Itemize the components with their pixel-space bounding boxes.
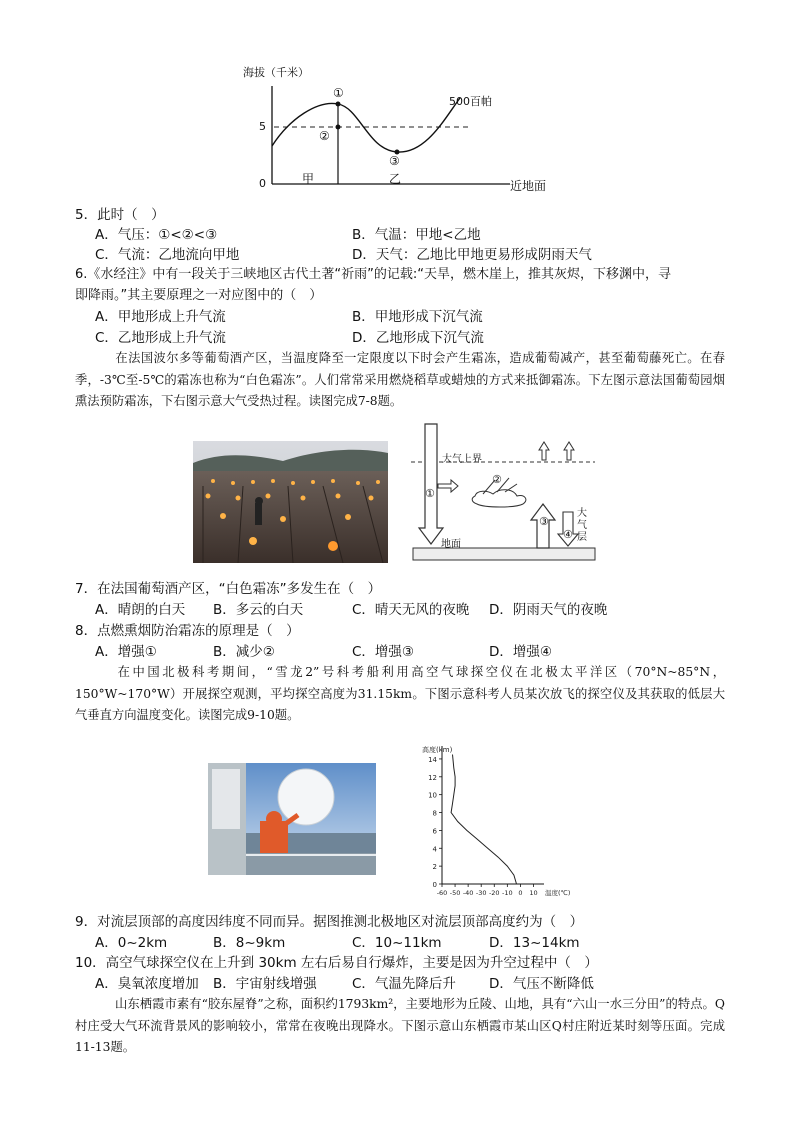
y-tick-label: 4 — [432, 845, 437, 854]
isobar-tick-5: 5 — [259, 120, 266, 133]
q5-stem: 5．此时（ ） — [75, 207, 165, 223]
reading-passage-11-13 — [75, 994, 725, 1059]
arrow-2-label: ② — [492, 473, 502, 486]
x-tick-label: -20 — [488, 889, 500, 897]
x-tick-label: 0 — [518, 889, 523, 897]
q8-option-c: C．增强③ — [352, 644, 415, 660]
y-tick-label: 14 — [428, 755, 437, 764]
q9-stem: 9．对流层顶部的高度因纬度不同而异。据图推测北极地区对流层顶部高度约为（ ） — [75, 914, 584, 930]
point-1-label: ① — [333, 86, 344, 100]
q9-option-c: C．10~11km — [352, 935, 442, 951]
x-tick-label: -30 — [475, 889, 487, 897]
q6-stem-line1: 6.《水经注》中有一段关于三峡地区古代土著“祈雨”的记载:“天旱，燃木崖上，推其灰烬，下移渊中，寻 — [75, 267, 671, 282]
passage-9-10-text: 在中国北极科考期间，“雪龙2”号科考船利用高空气球探空仪在北极太平洋区（70°N~85°N，150°W~170°W）开展探空观测，平均探空高度为31.15km。下图示意科考人员某次放飞的探空仪及其获取的低层大气垂直方向温度变化。读图完成9-10题。 — [75, 665, 725, 722]
jia-label: 甲 — [302, 172, 315, 186]
q10-option-d: D．气压不断降低 — [489, 976, 594, 992]
q10-option-b: B．宇宙射线增强 — [213, 976, 317, 992]
q8-option-a: A．增强① — [95, 644, 157, 660]
y-tick-label: 2 — [432, 863, 437, 872]
q5-option-c: C．气流：乙地流向甲地 — [95, 247, 240, 263]
y-tick-label: 12 — [428, 773, 437, 782]
q6-option-a: A．甲地形成上升气流 — [95, 309, 226, 325]
passage-7-8-text: 在法国波尔多等葡萄酒产区，当温度降至一定限度以下时会产生霜冻，造成葡萄减产，甚至葡萄藤死亡。在春季，-3℃至-5℃的霜冻也称为“白色霜冻”。人们常常采用燃烧稻草或蜡烛的方式来抵御霜冻。下左图示意法国葡萄园烟熏法预防霜冻，下右图示意大气受热过程。读图完成7-8题。 — [75, 351, 725, 408]
temperature-profile-line — [451, 755, 516, 885]
q6-option-b: B．甲地形成下沉气流 — [352, 309, 483, 325]
arrow-3-label: ③ — [539, 515, 549, 528]
y-tick-label: 10 — [428, 791, 437, 800]
y-tick-label: 0 — [432, 881, 437, 889]
q6-stem-line2: 即降雨。”其主要原理之一对应图中的（ ） — [75, 288, 323, 303]
chart-xlabel: 温度(℃) — [545, 889, 571, 897]
radiosonde-balloon-photo — [208, 763, 376, 875]
isobar-curve-label: 500百帕 — [449, 95, 492, 108]
reflected-arrow — [438, 480, 458, 492]
q5-option-d: D．天气：乙地比甲地更易形成阴雨天气 — [352, 247, 592, 263]
vineyard-frost-photo — [193, 441, 388, 563]
x-tick-label: -40 — [462, 889, 474, 897]
atmosphere-heating-diagram — [405, 420, 605, 565]
arrow-4-label: ④ — [563, 528, 573, 541]
temperature-profile-chart — [410, 738, 585, 898]
reading-passage-7-8 — [75, 348, 725, 413]
q7-option-b: B．多云的白天 — [213, 602, 304, 618]
escape-arrow-1 — [539, 442, 549, 460]
q10-stem: 10．高空气球探空仪在上升到 30km 左右后易自行爆炸，主要是因为升空过程中（ ） — [75, 955, 598, 971]
q7-option-c: C．晴天无风的夜晚 — [352, 602, 470, 618]
x-tick-label: -60 — [436, 889, 448, 897]
q8-option-d: D．增强④ — [489, 644, 552, 660]
reading-passage-9-10 — [75, 662, 725, 727]
isobar-curve — [272, 98, 460, 152]
x-tick-label: -50 — [449, 889, 461, 897]
q10-option-c: C．气温先降后升 — [352, 976, 456, 992]
isobar-xlabel: 近地面 — [510, 179, 547, 193]
q6-option-c: C．乙地形成上升气流 — [95, 330, 226, 346]
cloud-shape — [472, 490, 526, 507]
point-2 — [336, 125, 341, 130]
yi-label: 乙 — [389, 172, 402, 186]
q5-option-b: B．气温：甲地<乙地 — [352, 227, 481, 243]
atmosphere-layer-label: 大气层 — [577, 508, 587, 543]
ground-label: 地面 — [441, 539, 461, 550]
q10-option-a: A．臭氧浓度增加 — [95, 976, 199, 992]
chart-ylabel: 高度(km) — [422, 746, 453, 754]
q9-option-a: A．0~2km — [95, 935, 168, 951]
y-tick-label: 6 — [432, 827, 437, 836]
isobar-tick-0: 0 — [259, 177, 266, 190]
point-3-label: ③ — [389, 154, 400, 168]
q8-stem: 8．点燃熏烟防治霜冻的原理是（ ） — [75, 623, 300, 639]
q9-option-d: D．13~14km — [489, 935, 580, 951]
q7-option-a: A．晴朗的白天 — [95, 602, 186, 618]
point-2-label: ② — [319, 129, 330, 143]
q6-option-d: D．乙地形成下沉气流 — [352, 330, 484, 346]
y-tick-label: 8 — [432, 809, 437, 818]
q9-option-b: B．8~9km — [213, 935, 286, 951]
x-tick-label: -10 — [502, 889, 513, 897]
upper-atmosphere-label: 大气上界 — [442, 454, 482, 465]
isobar-ylabel: 海拔（千米） — [243, 66, 309, 79]
arrow-1-label: ① — [425, 487, 435, 500]
q8-option-b: B．减少② — [213, 644, 275, 660]
q5-option-a: A．气压：①<②<③ — [95, 227, 218, 243]
q7-option-d: D．阴雨天气的夜晚 — [489, 602, 608, 618]
escape-arrow-2 — [564, 442, 574, 460]
point-1 — [336, 102, 341, 107]
x-tick-label: 10 — [529, 889, 538, 897]
q7-stem: 7．在法国葡萄酒产区，“白色霜冻”多发生在（ ） — [75, 581, 382, 597]
passage-11-13-text: 山东栖霞市素有“胶东屋脊”之称，面积约1793km²，主要地形为丘陵、山地，具有“六山一水三分田”的特点。Q村庄受大气环流背景风的影响较小，常常在夜晚出现降水。下图示意山东栖霞市某山区Q村庄附近某时刻等压面。完成11-13题。 — [75, 997, 725, 1054]
